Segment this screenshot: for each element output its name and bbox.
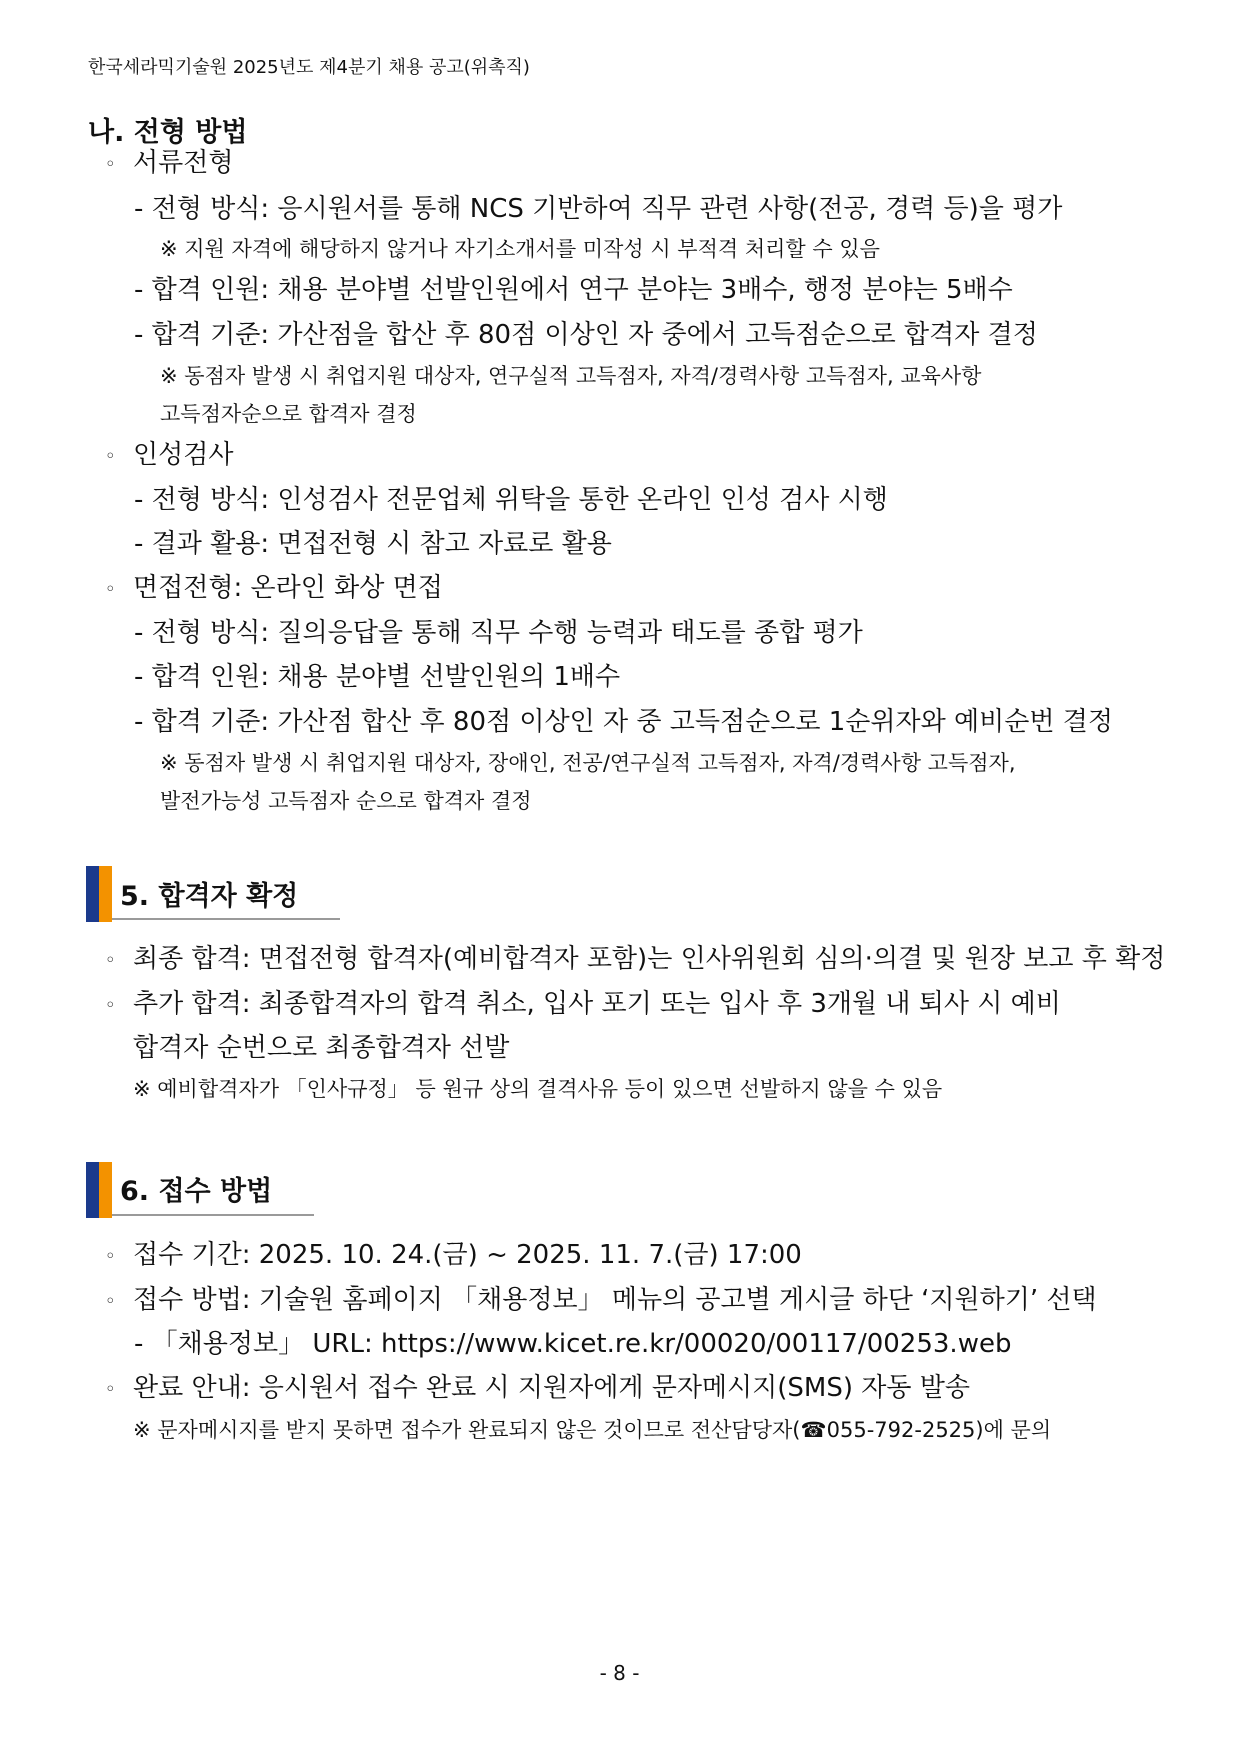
- url-line: - 「채용정보」 URL: https://www.kicet.re.kr/00020/00117/00253.web: [134, 1329, 1012, 1359]
- item-text: 추가 합격: 최종합격자의 합격 취소, 입사 포기 또는 입사 후 3개월 내 퇴사 시 예비: [133, 989, 1061, 1019]
- list-item: - 합격 인원: 채용 분야별 선발인원에서 연구 분야는 3배수, 행정 분야는 5배수: [134, 275, 1013, 305]
- item-text: 전형 방식: 질의응답을 통해 직무 수행 능력과 태도를 종합 평가: [151, 618, 863, 648]
- item-text: 완료 안내: 응시원서 접수 완료 시 지원자에게 문자메시지(SMS) 자동 발송: [133, 1373, 971, 1403]
- circle-bullet-icon: ◦: [105, 950, 116, 971]
- note: ※ 문자메시지를 받지 못하면 접수가 완료되지 않은 것이므로 전산담당자(☎055-792-2525)에 문의: [133, 1418, 1052, 1442]
- item-text: 최종 합격: 면접전형 합격자(예비합격자 포함)는 인사위원회 심의·의결 및 원장 보고 후 확정: [133, 944, 1166, 974]
- list-item: - 합격 인원: 채용 분야별 선발인원의 1배수: [134, 662, 621, 692]
- note-continuation: 발전가능성 고득점자 순으로 합격자 결정: [160, 789, 532, 813]
- note: ※ 동점자 발생 시 취업지원 대상자, 장애인, 전공/연구실적 고득점자, 자격/경력사항 고득점자,: [160, 751, 1016, 775]
- circle-bullet-icon: ◦: [105, 1379, 116, 1400]
- circle-bullet-icon: ◦: [105, 995, 116, 1016]
- note: ※ 예비합격자가 「인사규정」 등 원규 상의 결격사유 등이 있으면 선발하지 않을 수 있음: [133, 1077, 943, 1101]
- item-text: 접수 방법: 기술원 홈페이지 「채용정보」 메뉴의 공고별 게시글 하단 ‘지원하기’ 선택: [133, 1285, 1097, 1315]
- item-text: 결과 활용: 면접전형 시 참고 자료로 활용: [151, 529, 612, 559]
- circle-bullet-icon: ◦: [105, 579, 116, 600]
- circle-bullet-icon: ◦: [105, 154, 116, 175]
- item-text: 전형 방식: 인성검사 전문업체 위탁을 통한 온라인 인성 검사 시행: [151, 485, 888, 515]
- item-text: 합격 인원: 채용 분야별 선발인원에서 연구 분야는 3배수, 행정 분야는 5배수: [151, 275, 1013, 305]
- section-marker: [86, 866, 112, 922]
- section-marker: [86, 1162, 112, 1218]
- circle-bullet-icon: ◦: [105, 446, 116, 467]
- note: ※ 지원 자격에 해당하지 않거나 자기소개서를 미작성 시 부적격 처리할 수 있음: [160, 237, 880, 261]
- list-item: - 전형 방식: 인성검사 전문업체 위탁을 통한 온라인 인성 검사 시행: [134, 485, 888, 515]
- list-item: - 전형 방식: 질의응답을 통해 직무 수행 능력과 태도를 종합 평가: [134, 618, 863, 648]
- section-title: 5. 합격자 확정: [120, 881, 299, 912]
- item-text: 합격 인원: 채용 분야별 선발인원의 1배수: [151, 662, 621, 692]
- url-text[interactable]: 「채용정보」 URL: https://www.kicet.re.kr/00020/00117/00253.web: [151, 1329, 1012, 1359]
- page-header: 한국세라믹기술원 2025년도 제4분기 채용 공고(위촉직): [88, 57, 530, 78]
- circle-bullet-icon: ◦: [105, 1291, 116, 1312]
- item-text: 접수 기간: 2025. 10. 24.(금) ~ 2025. 11. 7.(금) 17:00: [133, 1240, 802, 1270]
- bullet-label: 인성검사: [133, 440, 234, 470]
- item-text: 합격 기준: 가산점을 합산 후 80점 이상인 자 중에서 고득점순으로 합격자 결정: [151, 320, 1038, 350]
- list-item: - 전형 방식: 응시원서를 통해 NCS 기반하여 직무 관련 사항(전공, 경력 등)을 평가: [134, 194, 1063, 224]
- section-underline: [112, 918, 340, 920]
- item-text: 전형 방식: 응시원서를 통해 NCS 기반하여 직무 관련 사항(전공, 경력 등)을 평가: [151, 194, 1063, 224]
- section-heading: 나. 전형 방법: [88, 117, 248, 148]
- list-item: - 합격 기준: 가산점을 합산 후 80점 이상인 자 중에서 고득점순으로 합격자 결정: [134, 320, 1038, 350]
- page-number: - 8 -: [599, 1661, 640, 1685]
- note-continuation: 고득점자순으로 합격자 결정: [160, 402, 417, 426]
- list-item: - 합격 기준: 가산점 합산 후 80점 이상인 자 중 고득점순으로 1순위자와 예비순번 결정: [134, 707, 1113, 737]
- section-underline: [112, 1214, 314, 1216]
- bullet-label: 면접전형: 온라인 화상 면접: [133, 573, 443, 603]
- circle-bullet-icon: ◦: [105, 1246, 116, 1267]
- note: ※ 동점자 발생 시 취업지원 대상자, 연구실적 고득점자, 자격/경력사항 고득점자, 교육사항: [160, 364, 982, 388]
- bullet-label: 서류전형: [133, 148, 234, 178]
- item-text: 합격 기준: 가산점 합산 후 80점 이상인 자 중 고득점순으로 1순위자와 예비순번 결정: [151, 707, 1113, 737]
- section-title: 6. 접수 방법: [120, 1176, 273, 1207]
- item-continuation: 합격자 순번으로 최종합격자 선발: [133, 1033, 510, 1063]
- list-item: - 결과 활용: 면접전형 시 참고 자료로 활용: [134, 529, 612, 559]
